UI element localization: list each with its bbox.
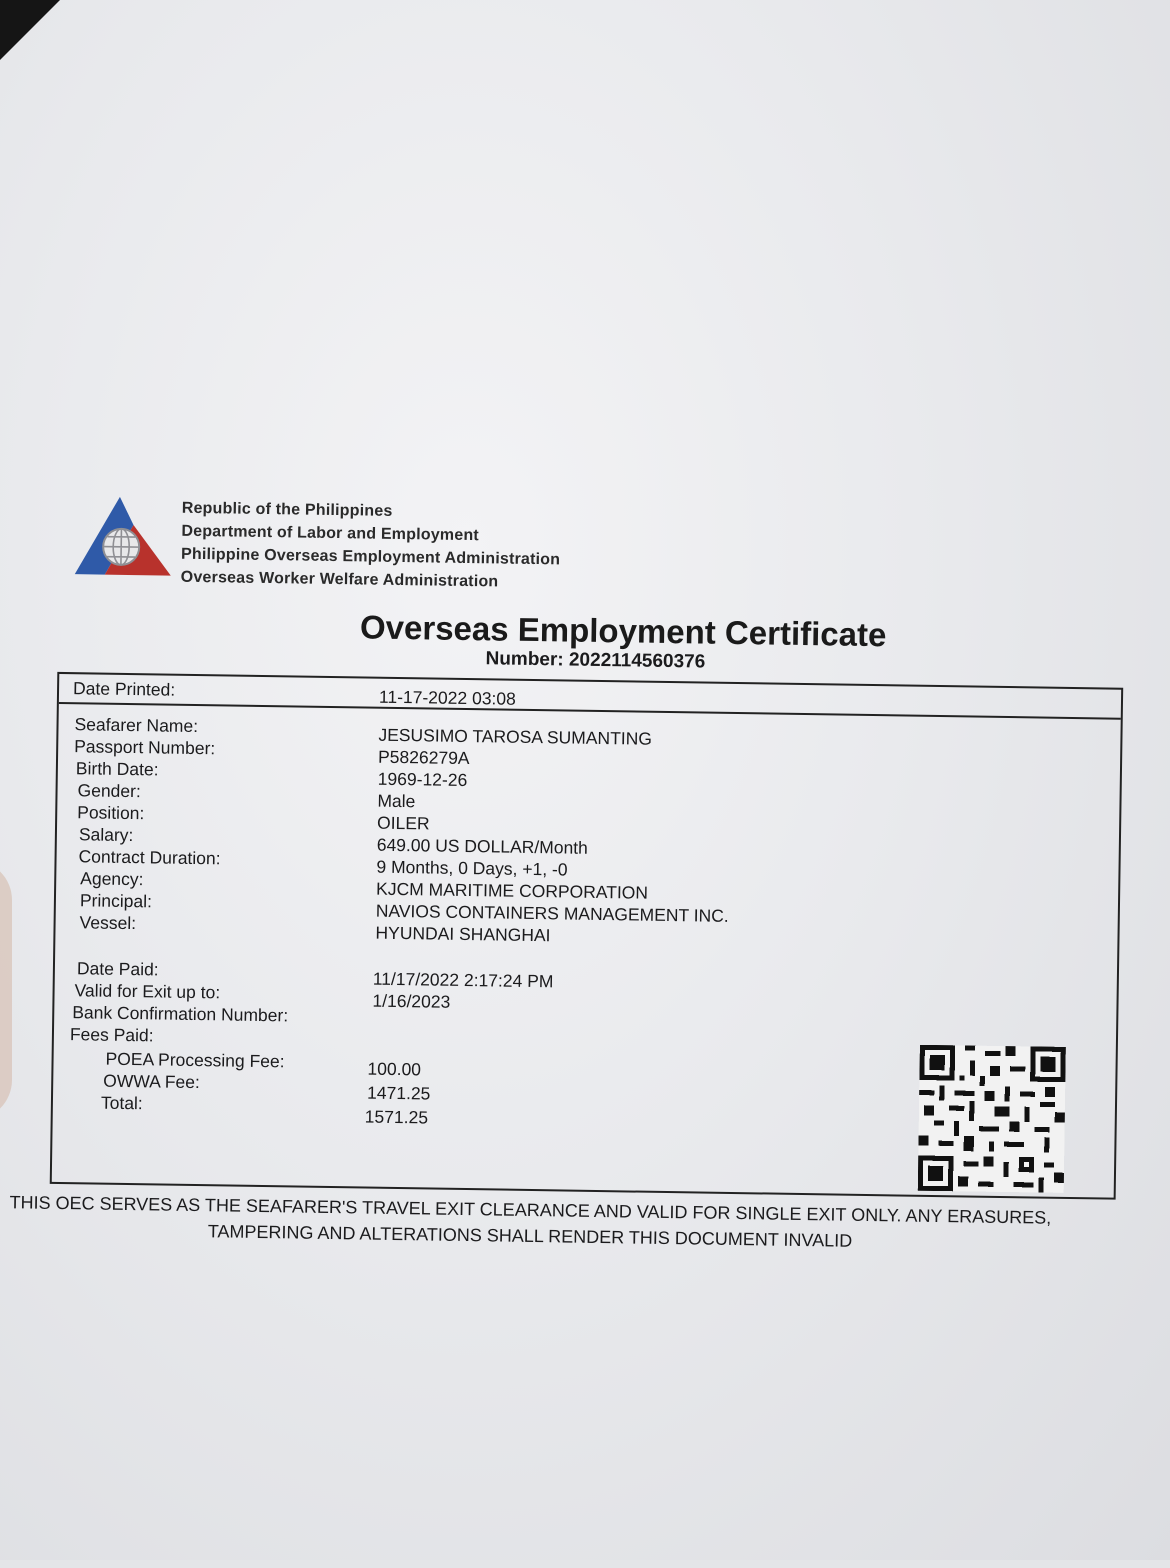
field-value-birth-date: 1969-12-26 — [377, 768, 468, 791]
agency-line-owwa: Overseas Worker Welfare Administration — [180, 568, 499, 591]
agency-line-poea: Philippine Overseas Employment Administration — [180, 545, 561, 569]
fee-label-poea: POEA Processing Fee: — [105, 1048, 285, 1072]
certificate-details-box — [50, 672, 1123, 1200]
fee-value-owwa: 1471.25 — [366, 1082, 431, 1104]
field-label-seafarer-name: Seafarer Name: — [74, 714, 199, 737]
fee-value-poea: 100.00 — [367, 1058, 422, 1080]
fee-value-total: 1571.25 — [364, 1106, 429, 1128]
payment-label-date-paid: Date Paid: — [76, 958, 159, 980]
date-printed-divider — [59, 702, 1121, 720]
field-value-position: OILER — [376, 812, 430, 834]
date-printed-label: Date Printed: — [72, 678, 176, 700]
field-label-agency: Agency: — [80, 868, 144, 890]
field-value-salary: 649.00 US DOLLAR/Month — [376, 834, 589, 858]
fee-label-total: Total: — [100, 1092, 143, 1114]
field-value-seafarer-name: JESUSIMO TAROSA SUMANTING — [378, 724, 653, 749]
field-label-passport: Passport Number: — [74, 736, 216, 759]
field-label-contract-duration: Contract Duration: — [78, 846, 221, 869]
footer-line-1: THIS OEC SERVES AS THE SEAFARER'S TRAVEL EXIT CLEARANCE AND VALID FOR SINGLE EXIT ONLY. ANY ERASURES, — [9, 1192, 1052, 1228]
certificate-number: Number: 2022114560376 — [485, 648, 706, 673]
field-label-gender: Gender: — [77, 780, 141, 802]
certificate-title: Overseas Employment Certificate — [359, 608, 887, 654]
payment-label-bank-confirmation: Bank Confirmation Number: — [72, 1002, 289, 1026]
fee-label-owwa: OWWA Fee: — [103, 1070, 200, 1093]
field-value-principal: NAVIOS CONTAINERS MANAGEMENT INC. — [375, 900, 729, 926]
field-label-position: Position: — [77, 802, 145, 824]
date-printed-value: 11-17-2022 03:08 — [378, 686, 516, 709]
payment-value-date-paid: 11/17/2022 2:17:24 PM — [372, 968, 554, 992]
field-value-agency: KJCM MARITIME CORPORATION — [375, 878, 649, 903]
footer-line-2: TAMPERING AND ALTERATIONS SHALL RENDER THIS DOCUMENT INVALID — [207, 1221, 853, 1251]
field-label-principal: Principal: — [79, 890, 153, 912]
field-value-passport: P5826279A — [377, 746, 470, 769]
agency-line-dole: Department of Labor and Employment — [181, 522, 480, 545]
payment-value-valid-exit: 1/16/2023 — [372, 990, 451, 1012]
field-label-vessel: Vessel: — [79, 912, 137, 934]
field-value-gender: Male — [377, 790, 416, 812]
payment-label-fees-paid: Fees Paid: — [69, 1024, 154, 1046]
dole-logo-icon — [71, 494, 176, 580]
agency-line-republic: Republic of the Philippines — [181, 499, 393, 520]
payment-label-valid-exit: Valid for Exit up to: — [74, 980, 221, 1003]
field-value-vessel: HYUNDAI SHANGHAI — [375, 922, 551, 946]
agency-header — [181, 497, 561, 595]
field-value-contract-duration: 9 Months, 0 Days, +1, -0 — [376, 856, 568, 880]
field-label-salary: Salary: — [78, 824, 134, 846]
field-label-birth-date: Birth Date: — [75, 758, 159, 780]
footer-disclaimer — [0, 1189, 1086, 1257]
qr-code-icon — [918, 1045, 1066, 1193]
